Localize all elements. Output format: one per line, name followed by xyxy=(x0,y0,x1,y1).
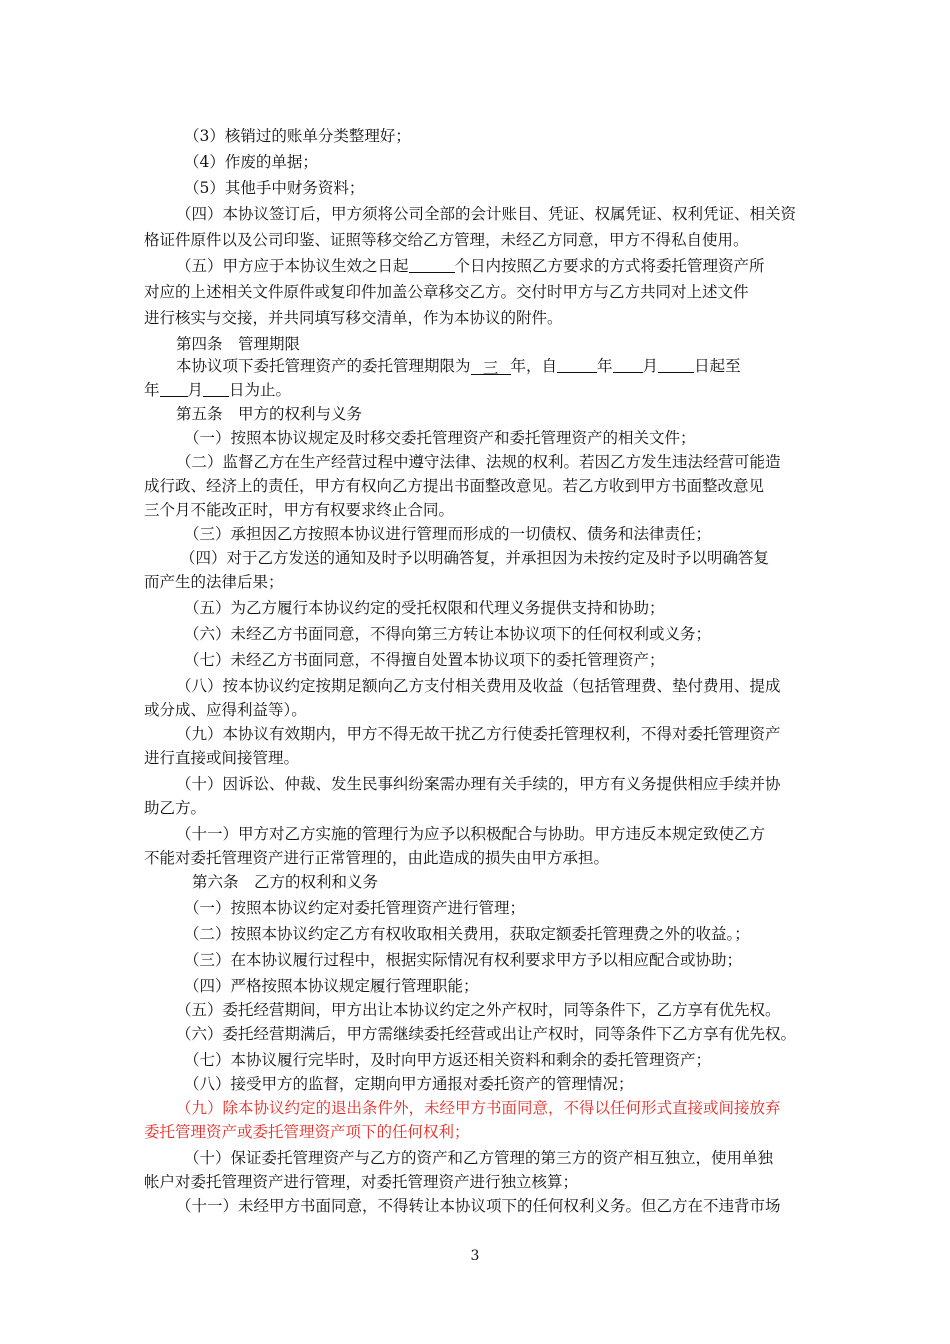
text-line: （3）核销过的账单分类整理好； xyxy=(184,127,411,145)
text-line: 成行政、经济上的责任，甲方有权向乙方提出书面整改意见。若乙方收到甲方书面整改意见 xyxy=(144,477,765,495)
text-line: （5）其他手中财务资料； xyxy=(184,179,365,197)
text-line: 助乙方。 xyxy=(144,799,207,817)
text-line: （八）按本协议约定按期足额向乙方支付相关费用及收益（包括管理费、垫付费用、提成 xyxy=(176,677,781,695)
text-line: 而产生的法律后果； xyxy=(144,573,284,591)
text-line: （三）承担因乙方按照本协议进行管理而形成的一切债权、债务和法律责任； xyxy=(184,525,712,543)
blank-underline xyxy=(160,380,188,397)
text-line: （三）在本协议履行过程中，根据实际情况有权利要求甲方予以相应配合或协助； xyxy=(184,951,743,969)
text-segment: 年 xyxy=(144,381,160,399)
text-segment: 年，自 xyxy=(510,357,558,375)
text-line: （六）未经乙方书面同意，不得向第三方转让本协议项下的任何权利或义务； xyxy=(184,625,712,643)
text-line: 不能对委托管理资产进行正常管理的，由此造成的损失由甲方承担。 xyxy=(144,849,610,867)
text-line: （六）委托经营期满后，甲方需继续委托经营或出让产权时，同等条件下乙方享有优先权。 xyxy=(176,1025,797,1043)
text-line: （4）作废的单据； xyxy=(184,153,318,171)
blank-underline xyxy=(203,380,229,397)
section-heading: 第五条 甲方的权利与义务 xyxy=(176,405,363,423)
text-line xyxy=(176,356,741,376)
text-line: （二）监督乙方在生产经营过程中遵守法律、法规的权利。若因乙方发生违法经营可能造 xyxy=(176,453,781,471)
text-line: 或分成、应得利益等）。 xyxy=(144,701,307,719)
text-line: （一）按照本协议约定对委托管理资产进行管理； xyxy=(184,899,526,917)
text-line: （五）为乙方履行本协议约定的受托权限和代理义务提供支持和协助； xyxy=(184,599,665,617)
text-line: （四）本协议签订后，甲方须将公司全部的会计账目、凭证、权属凭证、权利凭证、相关资 xyxy=(176,205,797,223)
highlighted-text-line: 委托管理资产或委托管理资产项下的任何权利； xyxy=(144,1123,470,1141)
text-line xyxy=(144,380,291,400)
text-line: （八）接受甲方的监督，定期向甲方通报对委托资产的管理情况； xyxy=(184,1075,634,1093)
text-line: （五）委托经营期间，甲方出让本协议约定之外产权时，同等条件下，乙方享有优先权。 xyxy=(176,1001,781,1019)
text-line: 进行核实与交接，并共同填写移交清单，作为本协议的附件。 xyxy=(144,309,563,327)
blank-underline xyxy=(613,356,643,373)
text-line xyxy=(176,256,765,276)
blank-underline xyxy=(409,256,455,273)
text-segment: 个日内按照乙方要求的方式将委托管理资产所 xyxy=(454,257,765,275)
text-line: （一）按照本协议规定及时移交委托管理资产和委托管理资产的相关文件； xyxy=(184,429,696,447)
blank-underline xyxy=(658,356,694,373)
text-line: （十）保证委托管理资产与乙方的资产和乙方管理的第三方的资产相互独立，使用单独 xyxy=(184,1149,774,1167)
section-heading: 第四条 管理期限 xyxy=(176,335,301,353)
text-line: （十一）甲方对乙方实施的管理行为应予以积极配合与协助。甲方违反本规定致使乙方 xyxy=(176,825,766,843)
text-line: （十）因诉讼、仲裁、发生民事纠纷案需办理有关手续的，甲方有义务提供相应手续并协 xyxy=(176,775,781,793)
page-number: 3 xyxy=(470,1248,480,1264)
text-segment: 本协议项下委托管理资产的委托管理期限为 xyxy=(176,357,471,375)
section-heading: 第六条 乙方的权利和义务 xyxy=(192,873,379,891)
blank-underline xyxy=(557,356,597,373)
text-line: 格证件原件以及公司印鉴、证照等移交给乙方管理，未经乙方同意，甲方不得私自使用。 xyxy=(144,231,749,249)
text-line: 进行直接或间接管理。 xyxy=(144,749,300,767)
text-segment: 月 xyxy=(187,381,204,399)
text-segment: 日起至 xyxy=(694,357,741,375)
text-line: （四）严格按照本协议规定履行管理职能； xyxy=(184,977,479,995)
text-segment: 日为止。 xyxy=(229,381,292,399)
text-segment: 年 xyxy=(597,357,613,375)
text-segment: 月 xyxy=(642,357,659,375)
highlighted-text-line: （九）除本协议约定的退出条件外，未经甲方书面同意，不得以任何形式直接或间接放弃 xyxy=(176,1099,781,1117)
text-line: （四）对于乙方发送的通知及时予以明确答复，并承担因为未按约定及时予以明确答复 xyxy=(180,549,770,567)
text-line: （七）本协议履行完毕时，及时向甲方返还相关资料和剩余的委托管理资产； xyxy=(184,1051,712,1069)
text-line: （九）本协议有效期内，甲方不得无故干扰乙方行使委托管理权利，不得对委托管理资产 xyxy=(176,725,781,743)
text-segment: （五）甲方应于本协议生效之日起 xyxy=(176,257,409,275)
text-line: （七）未经乙方书面同意，不得擅自处置本协议项下的委托管理资产； xyxy=(184,651,665,669)
text-line: （十一）未经甲方书面同意，不得转让本协议项下的任何权利义务。但乙方在不违背市场 xyxy=(176,1197,781,1215)
text-line: 三个月不能改正时，甲方有权要求终止合同。 xyxy=(144,501,455,519)
text-line: （二）按照本协议约定乙方有权收取相关费用，获取定额委托管理费之外的收益。； xyxy=(184,925,750,943)
text-line: 对应的上述相关文件原件或复印件加盖公章移交乙方。交付时甲方与乙方共同对上述文件 xyxy=(144,283,749,301)
blank-underline: 三 xyxy=(471,358,511,375)
text-line: 帐户对委托管理资产进行管理，对委托管理资产进行独立核算； xyxy=(144,1173,579,1191)
